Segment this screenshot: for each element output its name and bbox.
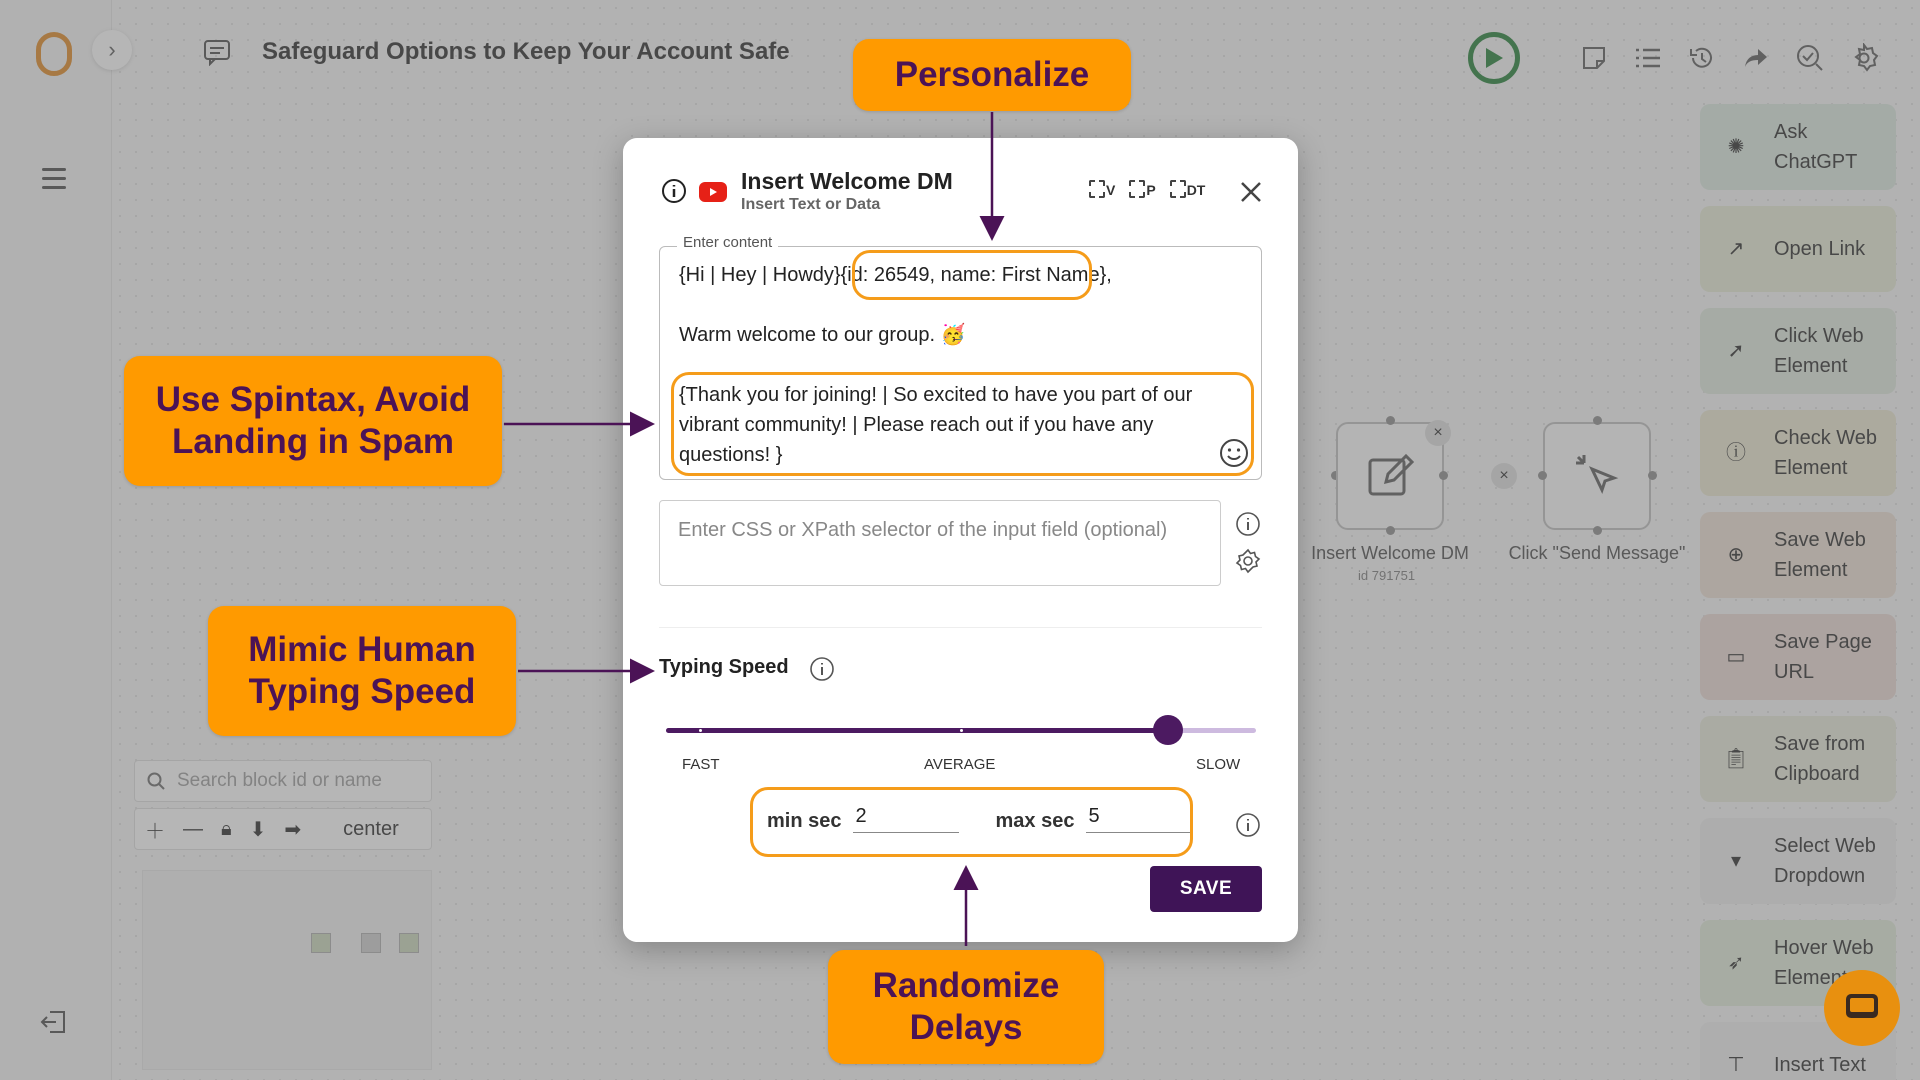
content-legend: Enter content	[677, 234, 778, 251]
slider-label-fast: FAST	[682, 756, 720, 773]
max-sec-input[interactable]: 5	[1086, 805, 1192, 833]
insert-text-modal	[623, 138, 1298, 942]
divider	[659, 627, 1262, 628]
min-sec-input[interactable]: 2	[853, 805, 959, 833]
name-variable: {id: 26549, name: First Name},	[840, 264, 1112, 286]
slider-label-average: AVERAGE	[924, 756, 996, 773]
insert-variable-icon[interactable]: V	[1089, 180, 1115, 198]
close-icon[interactable]	[1237, 178, 1265, 206]
spintax-line: {Thank you for joining! | So excited to have you part of our	[679, 384, 1193, 406]
info-icon[interactable]	[1235, 511, 1261, 537]
settings-gear-icon[interactable]	[1235, 548, 1261, 574]
callout-personalize: Personalize	[853, 39, 1131, 111]
typing-speed-label: Typing Speed	[659, 656, 789, 678]
slider-fill	[666, 728, 1168, 733]
highlight-variable	[852, 250, 1092, 300]
insert-datetime-icon[interactable]: DT	[1170, 180, 1206, 198]
slider-thumb[interactable]	[1153, 715, 1183, 745]
spintax-line: questions! }	[679, 444, 783, 466]
support-chat-icon[interactable]	[1824, 970, 1900, 1046]
youtube-icon	[699, 182, 727, 202]
min-sec-label: min sec	[767, 810, 842, 832]
welcome-line: Warm welcome to our group. 🥳	[679, 324, 966, 346]
save-button[interactable]: SAVE	[1150, 866, 1262, 912]
insert-placeholder-icon[interactable]: P	[1129, 180, 1155, 198]
modal-title: Insert Welcome DM	[741, 168, 953, 194]
spintax-line: vibrant community! | Please reach out if you have any	[679, 414, 1154, 436]
highlight-delays	[750, 787, 1193, 857]
callout-typing-speed: Mimic Human Typing Speed	[208, 606, 516, 736]
info-icon[interactable]	[1235, 812, 1261, 838]
selector-input[interactable]: Enter CSS or XPath selector of the input field (optional)	[659, 500, 1221, 586]
highlight-spintax	[671, 372, 1254, 476]
insert-variable-tools	[1089, 180, 1205, 198]
max-sec-label: max sec	[995, 810, 1075, 832]
callout-spintax: Use Spintax, Avoid Landing in Spam	[124, 356, 502, 486]
spintax-greeting: {Hi | Hey | Howdy}	[679, 264, 841, 286]
callout-randomize-delays: Randomize Delays	[828, 950, 1104, 1064]
info-icon[interactable]	[809, 656, 835, 682]
info-icon[interactable]	[661, 178, 687, 204]
slider-label-slow: SLOW	[1196, 756, 1241, 773]
modal-subtitle: Insert Text or Data	[741, 196, 881, 213]
typing-speed-slider[interactable]	[666, 728, 1256, 733]
